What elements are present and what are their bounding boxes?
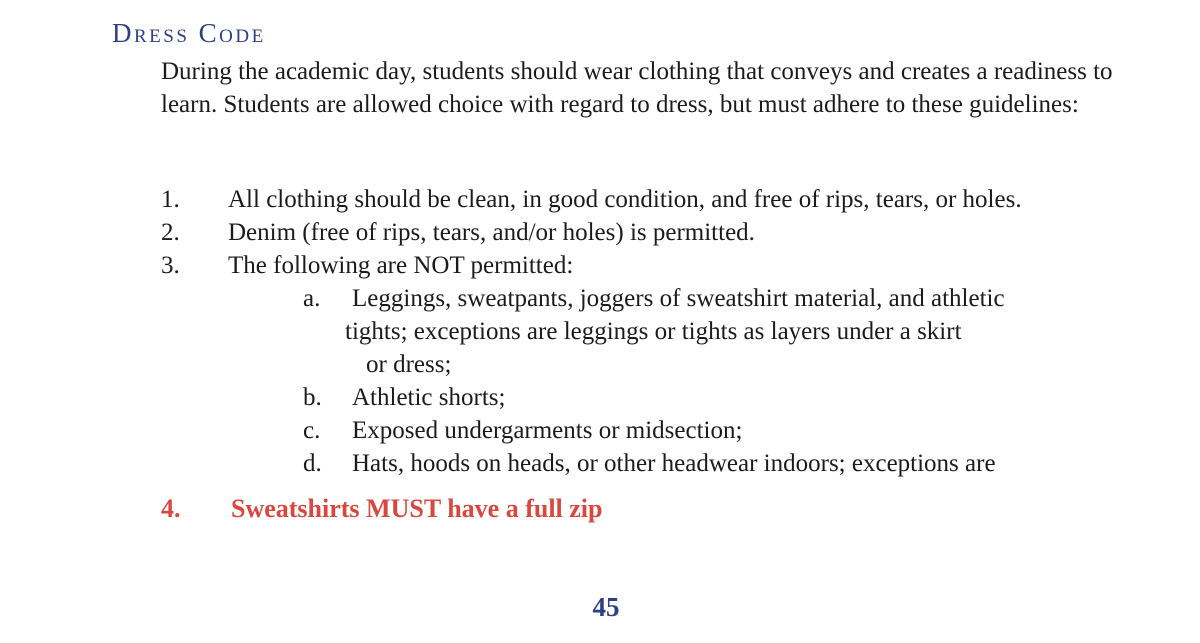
sub-item-text: Leggings, sweatpants, joggers of sweatshirt material, and athletic <box>352 285 1005 312</box>
sub-item-letter: b. <box>303 384 322 411</box>
sub-item-letter: a. <box>303 285 321 312</box>
guideline-text: The following are NOT permitted: <box>228 252 574 279</box>
sub-item-text: Athletic shorts; <box>352 384 506 411</box>
sub-item-letter: d. <box>303 450 322 477</box>
guideline-number: 3. <box>161 252 180 279</box>
page-number: 45 <box>592 592 620 622</box>
guideline-number: 4. <box>161 494 181 523</box>
sub-item-text: Exposed undergarments or midsection; <box>352 417 743 444</box>
guideline-number: 2. <box>161 219 180 246</box>
sub-item-text: tights; exceptions are leggings or tights as layers under a skirt <box>345 318 962 345</box>
intro-paragraph: During the academic day, students should wear clothing that conveys and creates a readiness to learn. Students are allowed choice with regard to dress, but must adhere to these guidelines: <box>161 58 1113 118</box>
guideline-number: 1. <box>161 186 180 213</box>
sub-item-letter: c. <box>303 417 321 444</box>
section-heading: Dress Code <box>112 18 266 48</box>
sub-item-text: or dress; <box>366 351 452 378</box>
guideline-text: Denim (free of rips, tears, and/or holes) is permitted. <box>228 219 755 246</box>
guideline-text-highlighted: Sweatshirts MUST have a full zip <box>231 494 603 523</box>
sub-item-text: Hats, hoods on heads, or other headwear indoors; exceptions are <box>352 450 996 477</box>
guideline-text: All clothing should be clean, in good condition, and free of rips, tears, or holes. <box>228 186 1022 213</box>
